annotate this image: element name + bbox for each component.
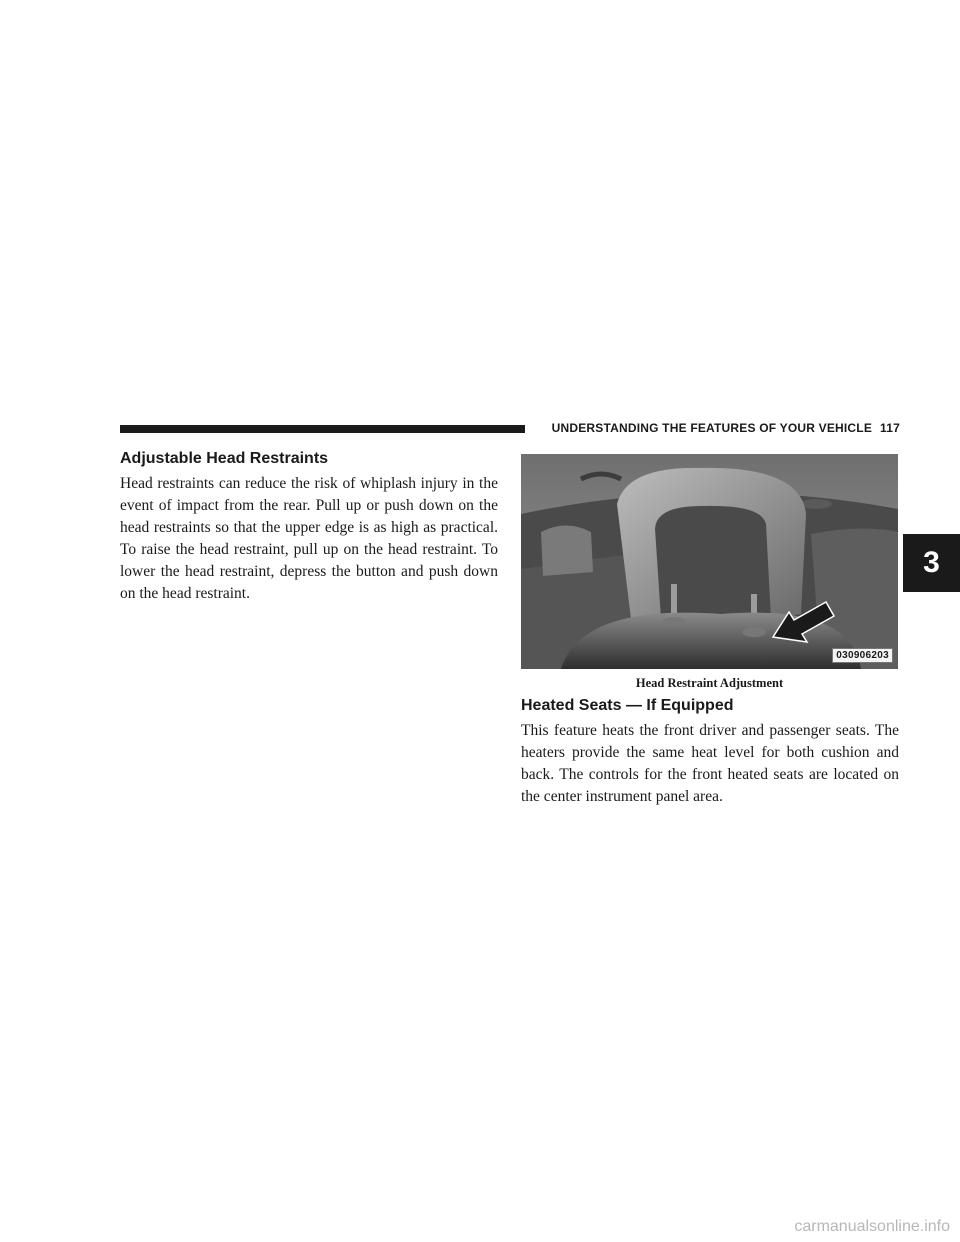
- watermark-text-image: [720, 1216, 950, 1236]
- section-body: This feature heats the front driver and passenger seats. The heaters provide the same heat level for both cushion and back. The controls for the front heated seats are located on the center instrument panel area.: [521, 722, 899, 805]
- header-title: UNDERSTANDING THE FEATURES OF YOUR VEHICLE: [551, 421, 873, 435]
- section-heated-seats: [521, 696, 899, 808]
- figure-code: 030906203: [832, 648, 893, 663]
- section-adjustable-head-restraints: [120, 449, 498, 605]
- section-heading: Adjustable Head Restraints: [120, 450, 329, 467]
- head-restraint-illustration: [521, 454, 898, 669]
- section-heading: Heated Seats — If Equipped: [521, 697, 734, 714]
- page-number: 117: [880, 421, 900, 435]
- section-body: Head restraints can reduce the risk of whiplash injury in the event of impact from the rear. Pull up or push down on the head restraints so that the upper edge is as high as practical. To raise the head restraint, pull up on the head restraint. To lower the head restraint, depress the button and push down on the head restraint.: [120, 475, 498, 602]
- running-header: [534, 421, 900, 435]
- watermark-logo: [720, 1216, 950, 1236]
- figure-caption: Head Restraint Adjustment: [635, 676, 784, 690]
- svg-text:carmanualsonline.info: carmanualsonline.info: [794, 1218, 950, 1235]
- chapter-tab: 3: [903, 534, 960, 592]
- header-rule: [120, 425, 525, 433]
- head-restraint-photo: [521, 454, 898, 669]
